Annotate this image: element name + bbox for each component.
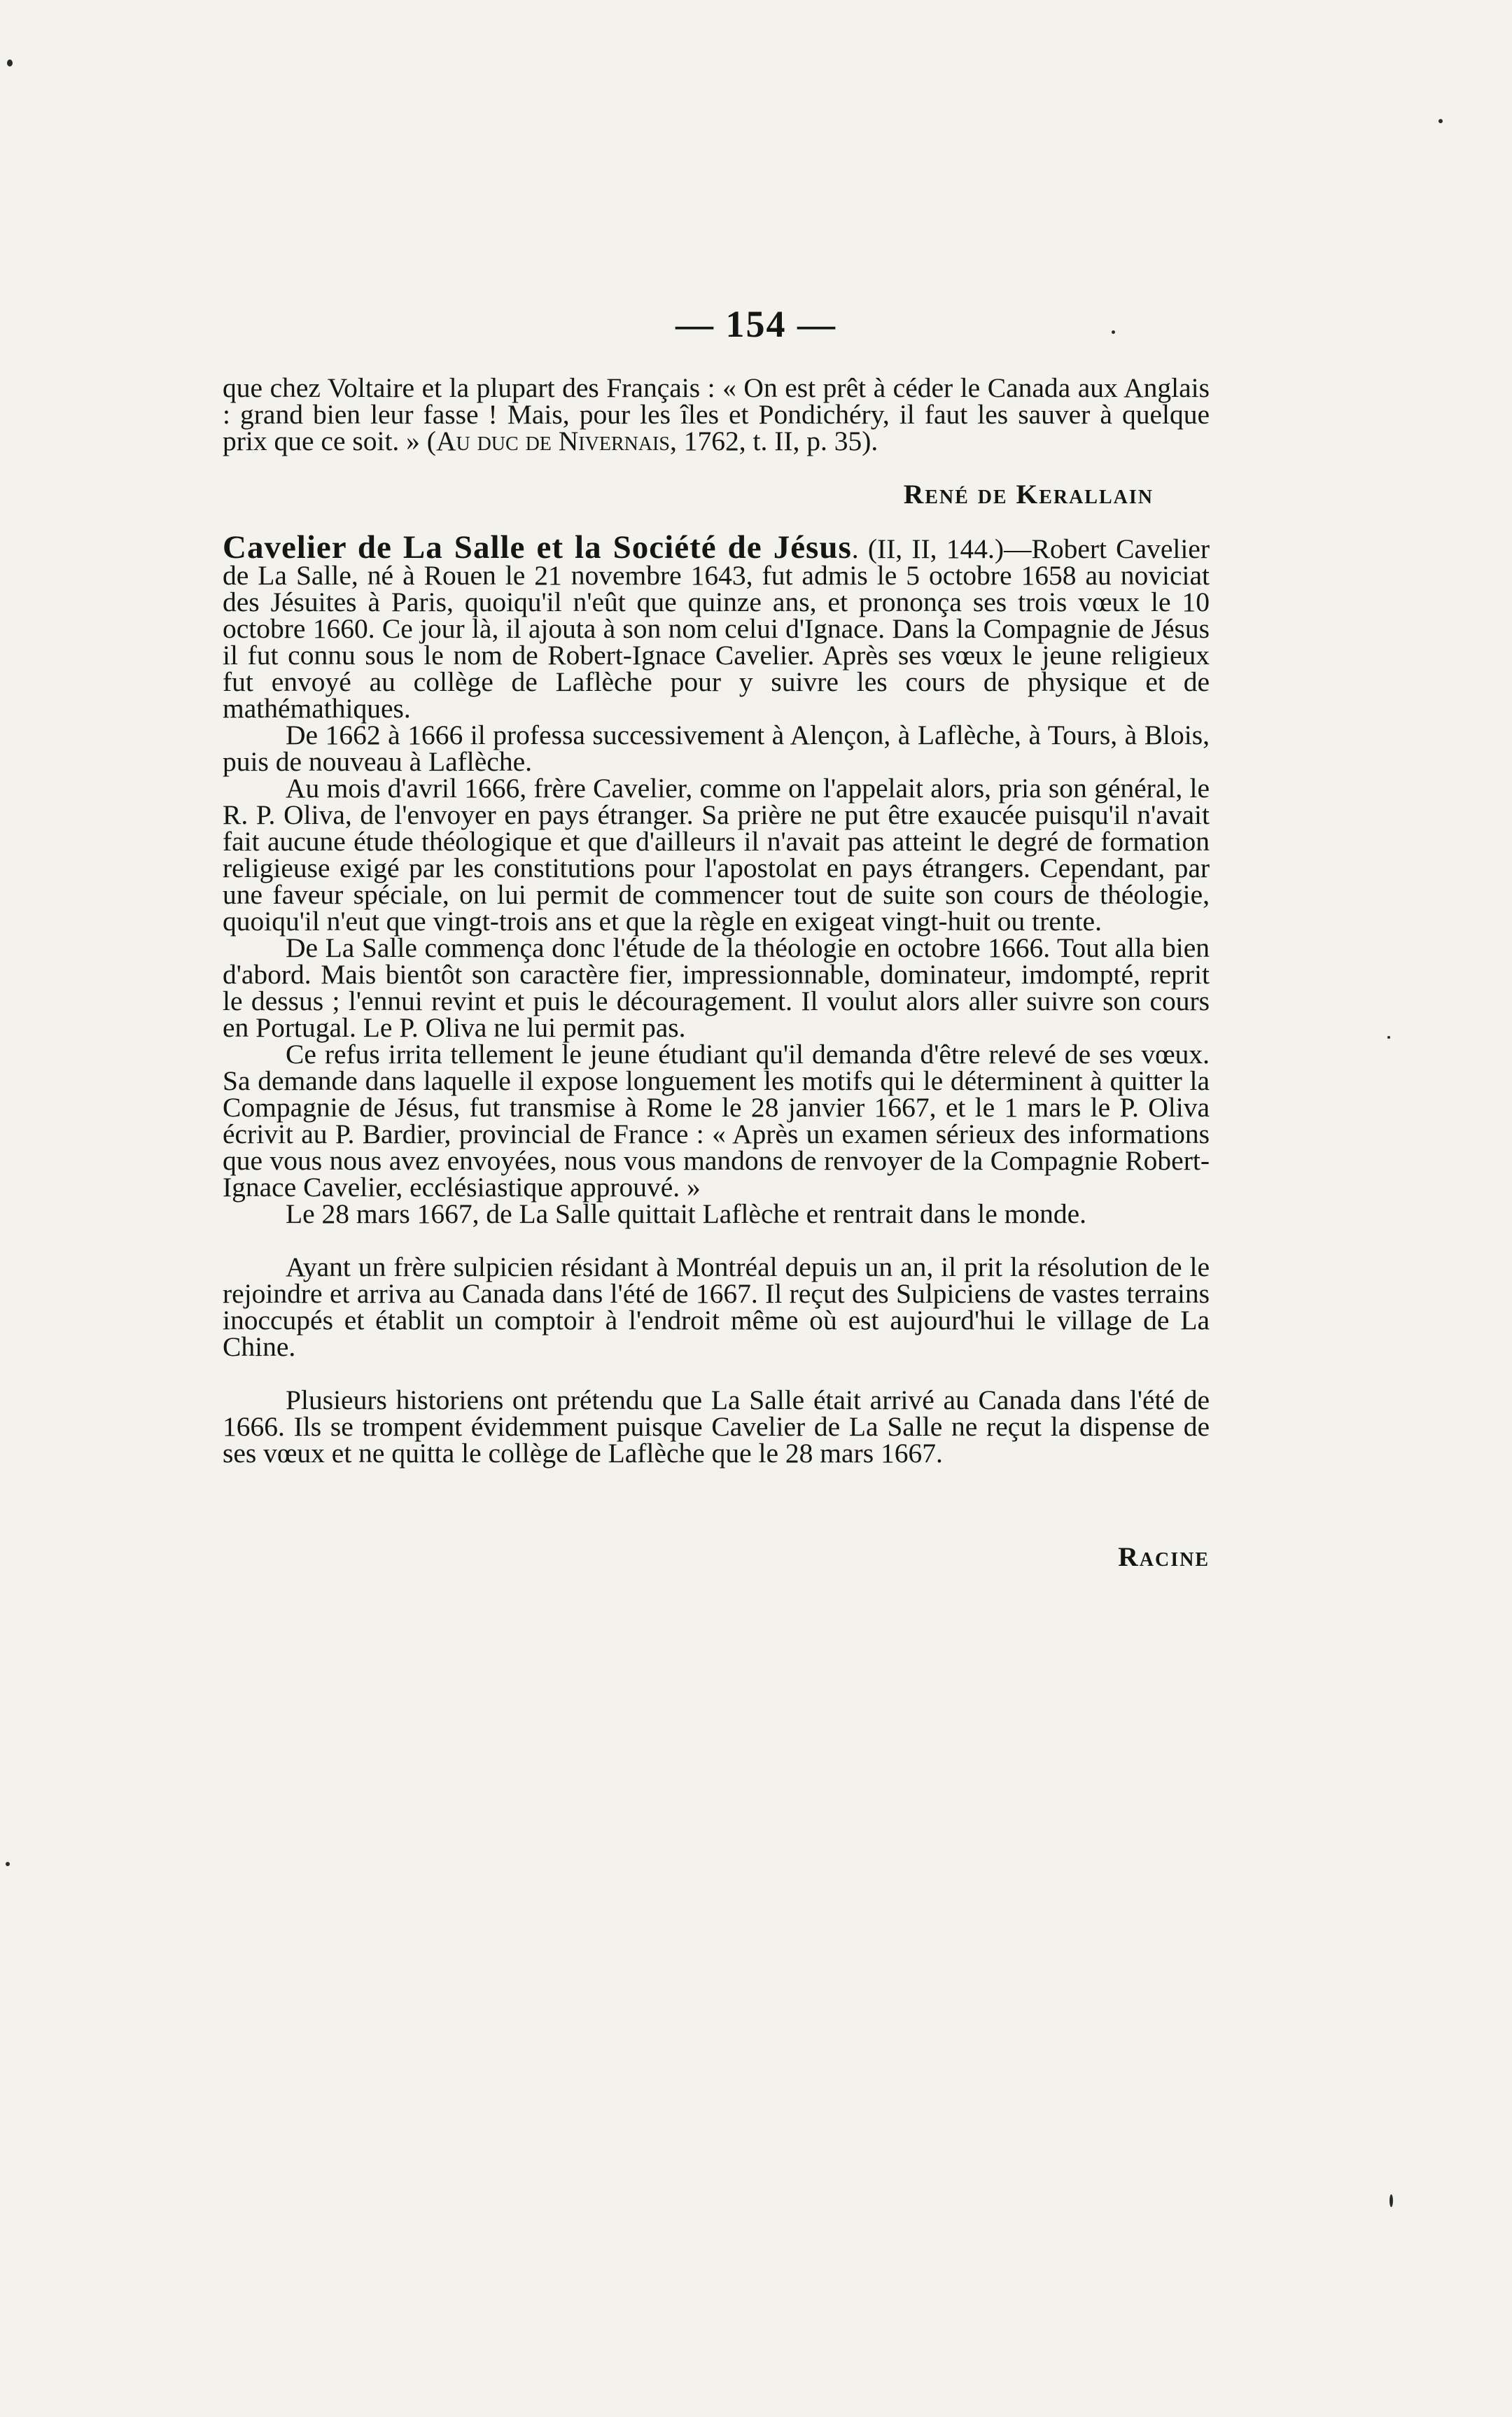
article-ref: . (II, II, 144.) <box>851 533 1004 564</box>
paragraph-2: De 1662 à 1666 il professa successivement à Alençon, à Laflèche, à Tours, à Blois, puis de nouveau à Laflèche. <box>223 720 1210 777</box>
intro-source: Au duc de Nivernais <box>435 426 670 456</box>
paragraph-1: —Robert Cavelier de La Salle, né à Rouen le 21 novembre 1643, fut admis le 5 octobre 1658 au noviciat des Jésuites à Paris, quoiqu'il n'eût que quinze ans, et prononça ses trois vœux le 10 octobre 1660. Ce jour là, il ajouta à son nom celui d'Ignace. Dans la Compagnie de Jésus il fut connu sous le nom de Robert-Ignace Cavelier. Après ses vœux le jeune religieux fut envoyé au collège de Laflèche pour y suivre les cours de physique et de mathémathiques. <box>223 533 1210 724</box>
intro-citation: , 1762, t. II, p. 35). <box>669 426 878 456</box>
scan-speck <box>7 59 13 66</box>
scan-speck <box>6 1862 10 1866</box>
intro-text: que chez Voltaire et la plupart des Français : « On est prêt à céder le Canada aux Anglais : grand bien leur fasse ! Mais, pour les îles et Pondichéry, il faut les sauver à quelque prix que ce soit. » ( <box>223 372 1210 456</box>
signature-racine: Racine <box>1118 1541 1210 1572</box>
paragraph-8: Plusieurs historiens ont prétendu que La Salle était arrivé au Canada dans l'été de 1666. Ils se trompent évidemment puisque Cavelier de La Salle ne reçut la dispense de ses vœux et ne quitta le collège de Laflèche que le 28 mars 1667. <box>223 1385 1210 1469</box>
scan-speck <box>1387 1036 1390 1039</box>
article-heading-paragraph <box>223 529 1210 724</box>
paragraph-5: Ce refus irrita tellement le jeune étudiant qu'il demanda d'être relevé de ses vœux. Sa demande dans laquelle il expose longuement les motifs qui le déterminent à quitter la Compagnie de Jésus, fut transmise à Rome le 28 janvier 1667, et le 1 mars le P. Oliva écrivit au P. Bardier, provincial de France : « Après un examen sérieux des informations que vous nous avez envoyées, nous vous mandons de renvoyer de la Compagnie Robert-Ignace Cavelier, ecclésiastique approuvé. » <box>223 1039 1210 1203</box>
signature-kerallain: René de Kerallain <box>903 479 1154 510</box>
paragraph-7: Ayant un frère sulpicien résidant à Montréal depuis un an, il prit la résolution de le rejoindre et arriva au Canada dans l'été de 1667. Il reçut des Sulpiciens de vastes terrains inoccupés et établit un comptoir à l'endroit même où est aujourd'hui le village de La Chine. <box>223 1252 1210 1362</box>
article-title: Cavelier de La Salle et la Société de Jésus <box>223 529 852 566</box>
paragraph-4: De La Salle commença donc l'étude de la théologie en octobre 1666. Tout alla bien d'abord. Mais bientôt son caractère fier, impressionnable, dominateur, imdompté, reprit le dessus ; l'ennui revint et puis le découragement. Il voulut alors aller suivre son cours en Portugal. Le P. Oliva ne lui permit pas. <box>223 932 1210 1043</box>
scan-speck <box>1112 330 1115 334</box>
page-number: — 154 — <box>676 303 836 345</box>
paragraph-6: Le 28 mars 1667, de La Salle quittait Laflèche et rentrait dans le monde. <box>286 1198 1086 1229</box>
intro-paragraph <box>223 374 1210 454</box>
scan-speck <box>1390 2194 1393 2207</box>
scan-speck <box>1438 119 1443 123</box>
paragraph-3: Au mois d'avril 1666, frère Cavelier, comme on l'appelait alors, pria son général, le R. P. Oliva, de l'envoyer en pays étranger. Sa prière ne put être exaucée puisqu'il n'avait fait aucune étude théologique et que d'ailleurs il n'avait pas atteint le degré de formation religieuse exigé par les constitutions pour l'apostolat en pays étrangers. Cependant, par une faveur spéciale, on lui permit de commencer tout de suite son cours de théologie, quoiqu'il n'eut que vingt-trois ans et que la règle en exigeat vingt-huit ou trente. <box>223 773 1210 937</box>
body-text <box>223 374 1210 1570</box>
